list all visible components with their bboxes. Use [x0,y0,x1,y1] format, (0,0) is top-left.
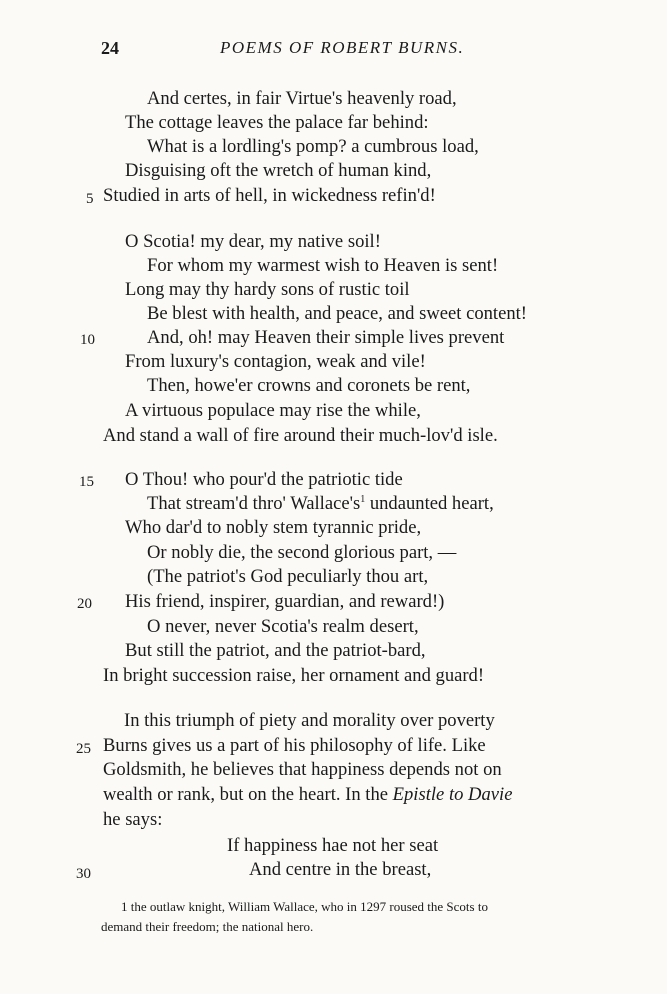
poem-line: What is a lordling's pomp? a cumbrous load, [147,136,479,157]
poem-line: And stand a wall of fire around their much-lov'd isle. [103,425,498,446]
quote-line: If happiness hae not her seat [227,835,439,856]
footnote-number: 1 [121,899,128,914]
footnote-line: demand their freedom; the national hero. [101,919,314,934]
footnote-line [121,898,488,916]
poem-line: His friend, inspirer, guardian, and reward!) [125,591,445,612]
prose-line: Goldsmith, he believes that happiness depends not on [103,759,502,780]
poem-line-text: That stream'd thro' Wallace's [147,493,361,514]
poem-line: Long may thy hardy sons of rustic toil [125,279,410,300]
running-title: POEMS OF ROBERT BURNS. [220,38,465,57]
quote-line: And centre in the breast, [249,859,432,880]
poem-line: And, oh! may Heaven their simple lives prevent [147,327,505,348]
line-number: 30 [76,866,91,882]
prose-line: In this triumph of piety and morality over poverty [124,710,495,731]
poem-line: From luxury's contagion, weak and vile! [125,351,426,372]
line-number: 10 [80,332,95,348]
poem-line: The cottage leaves the palace far behind: [125,112,429,133]
poem-line: For whom my warmest wish to Heaven is sent! [147,255,499,276]
page-number: 24 [101,38,119,58]
line-number: 15 [79,474,94,490]
poem-line: (The patriot's God peculiarly thou art, [147,566,429,587]
line-number: 20 [77,596,92,612]
footnote-marker: 1 [360,493,366,505]
poem-line: Studied in arts of hell, in wickedness refin'd! [103,185,436,206]
work-title: Epistle to Davie [392,784,513,805]
poem-line: O never, never Scotia's realm desert, [147,616,419,637]
prose-line [103,783,512,807]
poem-line: But still the patriot, and the patriot-bard, [125,640,426,661]
poem-line: O Thou! who pour'd the patriotic tide [125,469,403,490]
page-header [0,38,667,62]
line-number: 25 [76,741,91,757]
poem-line: Disguising oft the wretch of human kind, [125,160,432,181]
poem-line: And certes, in fair Virtue's heavenly road, [147,88,457,109]
prose-line: he says: [103,809,163,830]
poem-line: In bright succession raise, her ornament and guard! [103,665,485,686]
footnote-text: the outlaw knight, William Wallace, who in 1297 roused the Scots to [130,899,488,914]
poem-line: Who dar'd to nobly stem tyrannic pride, [125,517,422,538]
poem-line-text: undaunted heart, [365,493,494,514]
poem-line: Be blest with health, and peace, and sweet content! [147,303,528,324]
poem-line [147,492,494,516]
prose-text: wealth or rank, but on the heart. In the [103,784,393,805]
line-number: 5 [86,191,94,207]
poem-line: Or nobly die, the second glorious part, — [147,542,457,563]
poem-line: A virtuous populace may rise the while, [125,400,421,421]
prose-line: Burns gives us a part of his philosophy of life. Like [103,735,486,756]
poem-line: O Scotia! my dear, my native soil! [125,231,381,252]
poem-line: Then, howe'er crowns and coronets be rent, [147,375,471,396]
